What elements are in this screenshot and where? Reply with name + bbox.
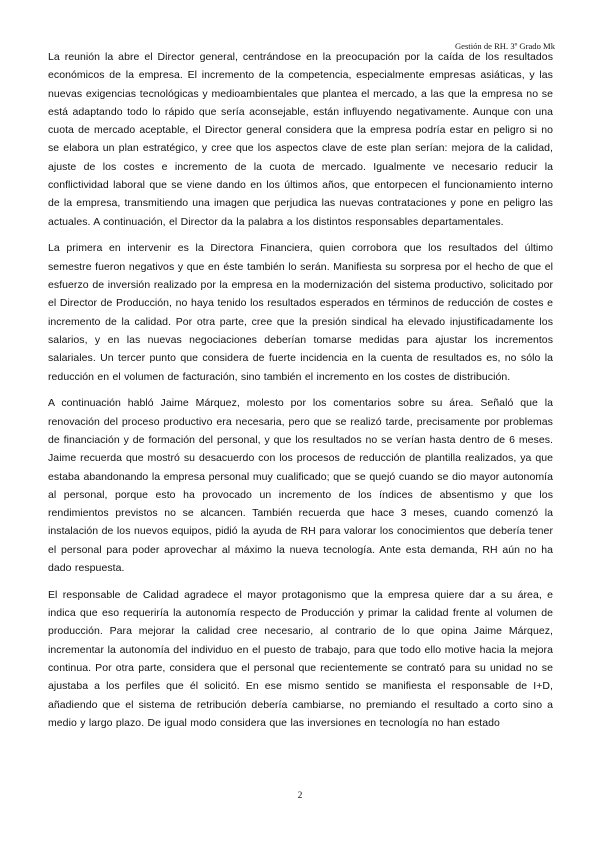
running-header: Gestión de RH. 3º Grado Mk (454, 41, 555, 51)
paragraph-meeting-opening: La reunión la abre el Director general, centrándose en la preocupación por la caída de los resultados económicos de la empresa. El incremento de la competencia, especialmente empresas asiáticas, y las nuevas exigencias tecnológicas y medioambientales que plantea el mercado, a las que la empresa no se está adaptando todo lo rápido que sería aconsejable, están influyendo negativamente. Aunque con una cuota de mercado aceptable, el Director general considera que la empresa podría estar en peligro si no se elabora un plan estratégico, y cree que los aspectos clave de este plan serían: mejora de la calidad, ajuste de los costes e incremento de la cuota de mercado. Igualmente ve necesario reducir la conflictividad laboral que se viene dando en los últimos años, que entorpecen el funcionamiento interno de la empresa, transmitiendo una imagen que perjudica las nuevas contrataciones y pone en peligro las actuales. A continuación, el Director da la palabra a los distintos responsables departamentales. (48, 51, 553, 228)
paragraph-financial-director: La primera en intervenir es la Directora Financiera, quien corrobora que los resultados del último semestre fueron negativos y que en éste también lo serán. Manifiesta su sorpresa por el hecho de que el esfuerzo de inversión realizado por la empresa en la modernización del sistema productivo, solicitado por el Director de Producción, no haya tenido los resultados esperados en términos de reducción de costes e incremento de la calidad. Por otra parte, cree que la presión sindical ha elevado injustificadamente los salarios, y en las nuevas negociaciones deberían tomarse medidas para ajustar los incrementos salariales. Un tercer punto que considera de fuerte incidencia en la cuenta de resultados es, no sólo la reducción en el volumen de facturación, sino también el incremento en los costes de distribución. (48, 242, 553, 383)
document-body (48, 48, 553, 741)
paragraph-jaime-marquez: A continuación habló Jaime Márquez, molesto por los comentarios sobre su área. Señaló que la renovación del proceso productivo era necesaria, pero que se realizó tarde, precisamente por problemas de financiación y de formación del personal, y que los resultados no se verían hasta dentro de 6 meses. Jaime recuerda que mostró su desacuerdo con los procesos de reducción de plantilla realizados, ya que estaba abandonando la empresa personal muy cualificado; que se quejó cuando se dio mayor autonomía al personal, porque esto ha provocado un incremento de los índices de absentismo y que los rendimientos previstos no se alcancen. También recuerda que hace 3 meses, cuando comenzó la instalación de los nuevos equipos, pidió la ayuda de RH para valorar los conocimientos que debería tener el personal para poder aprovechar al máximo la nueva tecnología. Ante esta demanda, RH aún no ha dado respuesta. (48, 397, 553, 575)
page-number: 2 (297, 791, 303, 801)
paragraph-quality-manager: El responsable de Calidad agradece el mayor protagonismo que la empresa quiere dar a su área, e indica que eso requeriría la autonomía respecto de Producción y primar la calidad frente al volumen de producción. Para mejorar la calidad cree necesario, al contrario de lo que opina Jaime Márquez, incrementar la autonomía del individuo en el puesto de trabajo, para que todo ello motive hacia la mejora continua. Por otra parte, considera que el personal que recientemente se contrató para su unidad no se ajustaba a los perfiles que él solicitó. En ese mismo sentido se manifiesta el responsable de I+D, añadiendo que el sistema de retribución debería cambiarse, no premiando el resultado a corto sino a medio y largo plazo. De igual modo considera que las inversiones en tecnología no han estado (48, 588, 553, 729)
